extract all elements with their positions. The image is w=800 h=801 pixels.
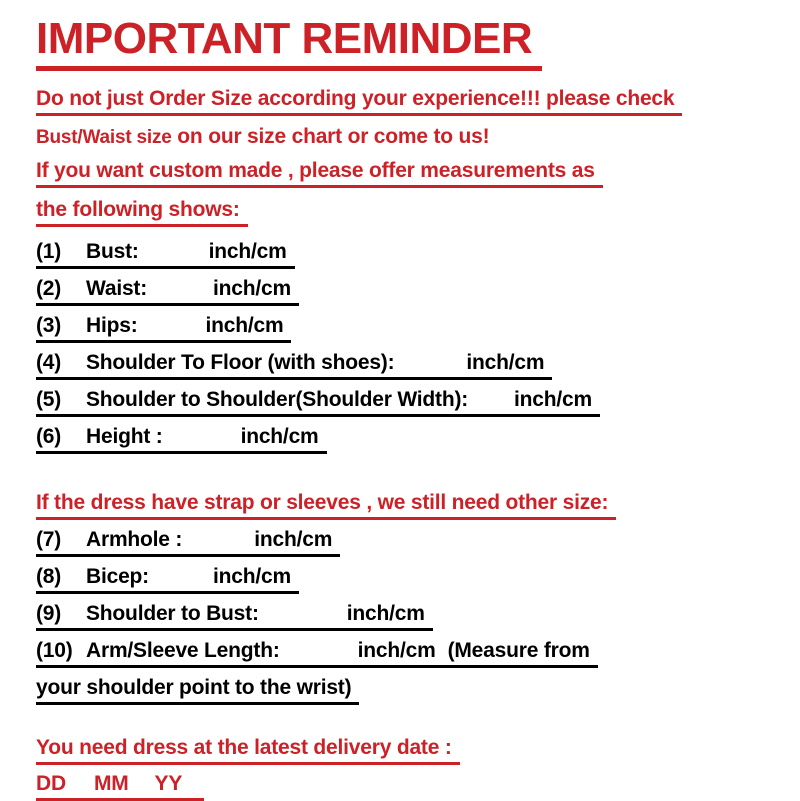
item-label: Shoulder To Floor (with shoes): — [86, 351, 395, 375]
item-label: Bust: — [86, 240, 139, 264]
delivery-date-heading-text: You need dress at the latest delivery date : — [36, 735, 460, 765]
intro-line-following-shows — [36, 197, 780, 227]
fill-in-blank — [468, 405, 514, 406]
fill-in-blank — [163, 442, 241, 443]
measurement-item-bicep — [36, 564, 780, 594]
measurement-item-waist — [36, 276, 780, 306]
item-label: Shoulder to Bust: — [86, 602, 259, 626]
date-field-dd: DD — [36, 772, 66, 796]
intro-line-order-size — [36, 86, 780, 116]
intro-line-size-chart-text — [36, 124, 497, 152]
item-label: Height : — [86, 425, 163, 449]
fill-in-blank — [149, 582, 213, 583]
measurement-item-shoulder-to-bust — [36, 601, 780, 631]
item-label: Shoulder to Shoulder(Shoulder Width): — [86, 388, 469, 412]
item-number: (9) — [36, 602, 62, 626]
measurement-item-shoulder-to-floor — [36, 350, 780, 380]
measurement-item-armhole — [36, 527, 780, 557]
fill-in-blank — [182, 545, 254, 546]
item-unit: inch/cm — [213, 277, 291, 301]
intro-line-order-size-text: Do not just Order Size according your experience!!! please check — [36, 86, 682, 116]
date-field-mm: MM — [93, 772, 129, 796]
fill-in-blank — [280, 656, 358, 657]
spacer — [436, 656, 448, 657]
item-number: (2) — [36, 277, 62, 301]
sleeves-section-heading-text: If the dress have strap or sleeves , we still need other size: — [36, 490, 616, 520]
item-number: (8) — [36, 565, 62, 589]
fill-in-blank — [129, 789, 155, 790]
item-unit: inch/cm — [466, 351, 545, 375]
date-field-yy: YY — [154, 772, 183, 796]
size-chart-rest: on our size chart or come to us! — [171, 125, 490, 149]
item-label: Bicep: — [86, 565, 149, 589]
measurement-item-sleeve-length-continuation — [36, 675, 780, 705]
item-number: (1) — [36, 240, 62, 264]
sleeves-section-heading — [36, 490, 780, 520]
item-number: (5) — [36, 388, 62, 412]
measurement-item-hips — [36, 313, 780, 343]
fill-in-blank — [139, 257, 209, 258]
item-unit: inch/cm — [254, 528, 333, 552]
measurement-item-bust — [36, 239, 780, 269]
item-unit: inch/cm — [346, 602, 425, 626]
delivery-date-heading — [36, 735, 780, 765]
item-unit: inch/cm — [357, 639, 436, 663]
item-number: (7) — [36, 528, 62, 552]
item-number: (6) — [36, 425, 62, 449]
item-unit: inch/cm — [205, 314, 284, 338]
intro-line-following-shows-text: the following shows: — [36, 197, 248, 227]
fill-in-blank — [147, 294, 213, 295]
item-note-continuation: your shoulder point to the wrist) — [36, 675, 359, 705]
item-number: (3) — [36, 314, 62, 338]
fill-in-blank — [66, 789, 94, 790]
measurement-item-sleeve-length — [36, 638, 780, 668]
intro-line-size-chart — [36, 124, 780, 152]
fill-in-blank — [394, 368, 466, 369]
item-label: Arm/Sleeve Length: — [86, 639, 280, 663]
intro-line-custom-made — [36, 158, 780, 188]
delivery-date-fields — [36, 771, 780, 801]
item-label: Hips: — [86, 314, 138, 338]
fill-in-blank — [259, 619, 347, 620]
item-unit: inch/cm — [514, 388, 593, 412]
bust-waist-emphasis: Bust/Waist size — [36, 127, 172, 149]
item-label: Armhole : — [86, 528, 183, 552]
intro-line-custom-made-text: If you want custom made , please offer measurements as — [36, 158, 603, 188]
measurement-item-shoulder-width — [36, 387, 780, 417]
item-label: Waist: — [86, 277, 148, 301]
item-unit: inch/cm — [212, 565, 291, 589]
page-title: IMPORTANT REMINDER — [36, 16, 542, 71]
item-number: (10) — [36, 639, 73, 663]
item-note: (Measure from — [447, 639, 590, 663]
item-unit: inch/cm — [208, 240, 287, 264]
fill-in-blank — [138, 331, 206, 332]
item-unit: inch/cm — [240, 425, 319, 449]
item-number: (4) — [36, 351, 62, 375]
measurement-item-height — [36, 424, 780, 454]
